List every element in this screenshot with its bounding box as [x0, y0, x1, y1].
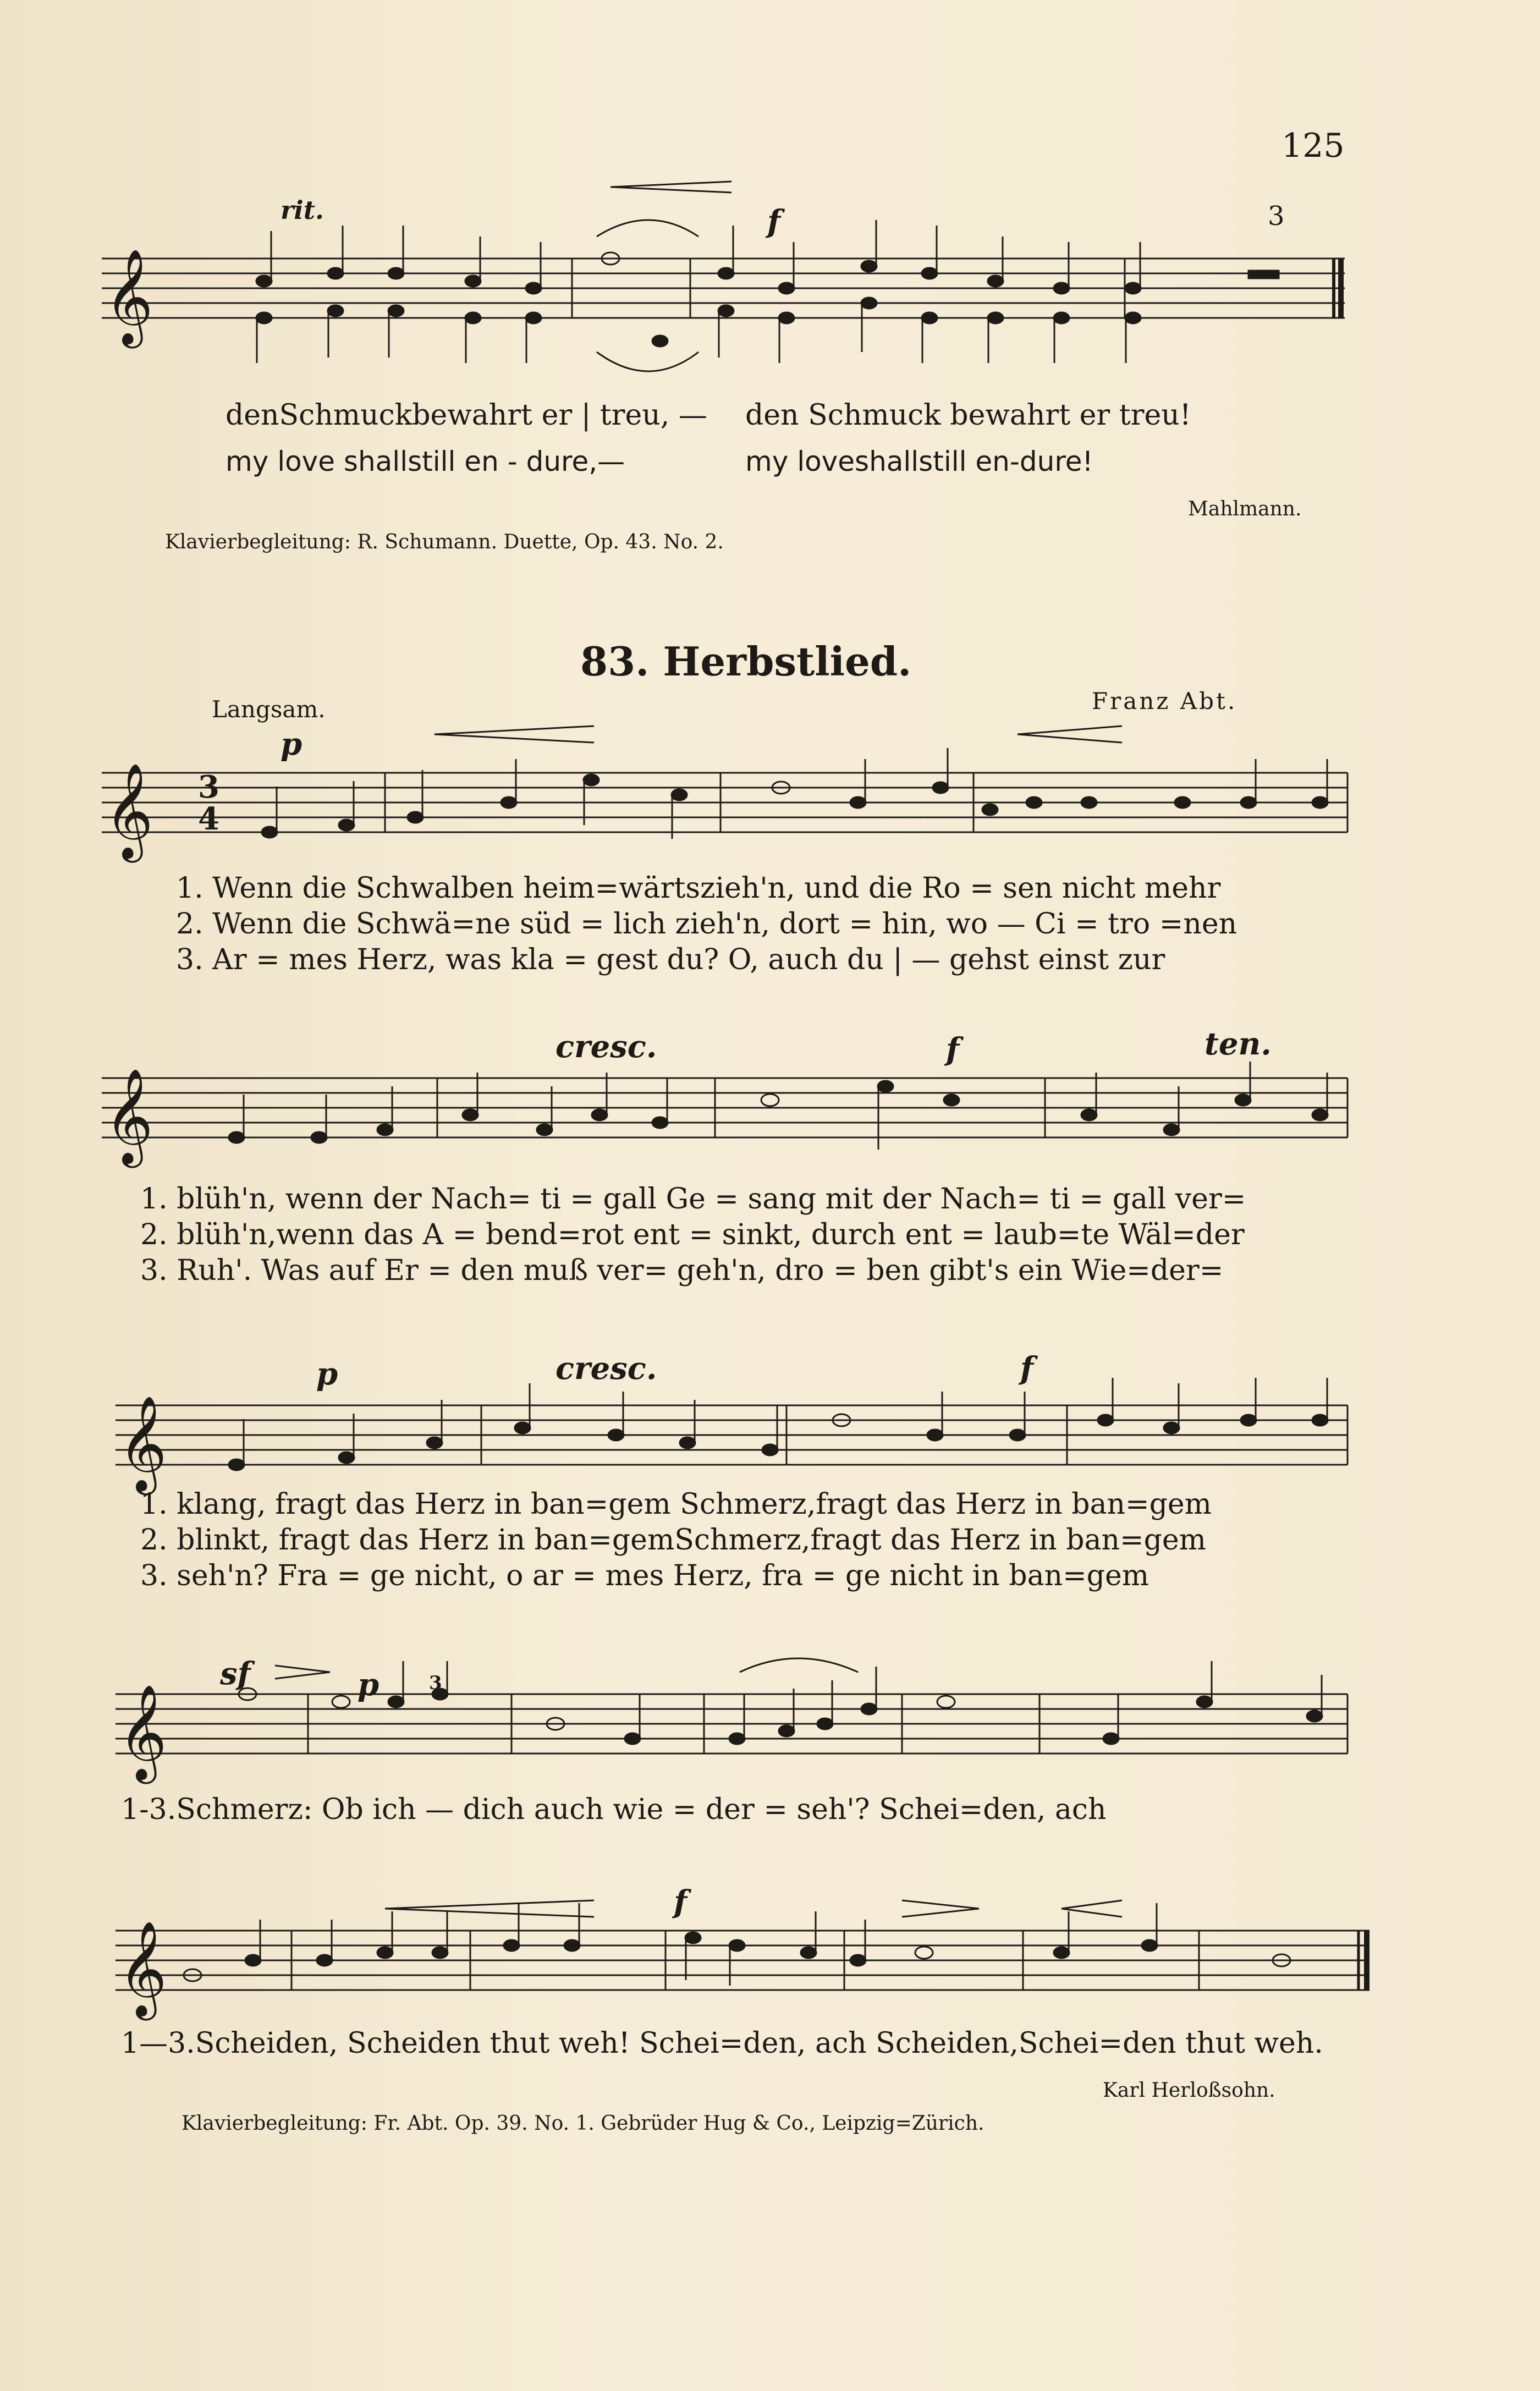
lyric-de-1: denSchmuckbewahrt er | treu, — — [226, 399, 707, 432]
notes-staff-4 — [239, 1661, 1322, 1744]
sforzando-marking: sf — [220, 1656, 251, 1692]
lyric-de-2: den Schmuck bewahrt er treu! — [745, 399, 1191, 432]
verse-1 — [176, 872, 1220, 905]
rit-marking: rit. — [280, 195, 324, 225]
accompaniment-credit: Klavierbegleitung: R. Schumann. Duette, Op. 43. No. 2. — [165, 531, 724, 553]
verse-text: seh'n? Fra = ge nicht, o ar = mes Herz, fra = ge nicht in ban=gem — [177, 1559, 1150, 1592]
tempo-marking: Langsam. — [212, 696, 326, 723]
verse-1 — [140, 1488, 1212, 1521]
refrain-lyric: 1-3.Schmerz: Ob ich — dich auch wie = der = seh'? Schei=den, ach — [121, 1793, 1107, 1826]
final-lyric: 1—3.Scheiden, Scheiden thut weh! Schei=den, ach Scheiden,Schei=den thut weh. — [121, 2027, 1323, 2060]
cresc-marking: cresc. — [556, 1029, 657, 1065]
piano-marking: p — [316, 1356, 338, 1392]
treble-clef-icon: 𝄞 — [105, 249, 153, 344]
verse-number: 3. — [140, 1559, 168, 1592]
song-name: Herbstlied. — [663, 638, 912, 685]
treble-clef-icon: 𝄞 — [118, 1684, 167, 1780]
forte-marking: f — [674, 1884, 688, 1920]
staff-2 — [102, 1078, 1348, 1137]
verse-1 — [140, 1183, 1246, 1216]
poet-credit: Mahlmann. — [1188, 498, 1302, 520]
notes-staff-3 — [229, 1378, 1328, 1470]
verse-number: 1. — [140, 1488, 168, 1521]
verse-3 — [176, 943, 1165, 976]
forte-marking: f — [1020, 1350, 1034, 1387]
piano-marking: p — [358, 1667, 380, 1703]
staff-3 — [116, 1405, 1348, 1465]
verse-number: 2. — [176, 908, 204, 941]
verse-number: 2. — [140, 1524, 168, 1557]
treble-clef-icon: 𝄞 — [105, 763, 153, 859]
treble-clef-icon: 𝄞 — [105, 1068, 153, 1164]
time-sig-top: 3 — [198, 769, 219, 805]
page-number: 125 — [1282, 127, 1345, 165]
verse-2 — [140, 1218, 1245, 1251]
piano-marking: p — [280, 726, 302, 762]
notes-staff-1 — [262, 748, 1328, 839]
verse-number: 2. — [140, 1218, 168, 1251]
measure-number: 3 — [1268, 201, 1285, 232]
verse-text: Ruh'. Was auf Er = den muß ver= geh'n, dro = ben gibt's ein Wie=der= — [177, 1254, 1224, 1287]
notes-staff-2 — [229, 1062, 1328, 1150]
accompaniment-credit: Klavierbegleitung: Fr. Abt. Op. 39. No. 1. Gebrüder Hug & Co., Leipzig=Zürich. — [182, 2112, 985, 2135]
lyric-en-1: my love shallstill en - dure,— — [226, 446, 625, 477]
triplet-marking: 3 — [429, 1672, 442, 1694]
poet-credit: Karl Herloßsohn. — [1103, 2079, 1275, 2102]
verse-3 — [140, 1559, 1149, 1592]
treble-clef-icon: 𝄞 — [118, 1921, 167, 2016]
forte-marking: f — [946, 1031, 960, 1068]
cresc-marking: cresc. — [556, 1350, 657, 1387]
verse-text: Ar = mes Herz, was kla = gest du? O, auch du | — gehst einst zur — [212, 943, 1165, 976]
verse-number: 3. — [176, 943, 204, 976]
composer-credit: Franz Abt. — [1092, 688, 1238, 714]
tenuto-marking: ten. — [1204, 1026, 1272, 1062]
verse-number: 1. — [140, 1183, 168, 1216]
verse-text: blinkt, fragt das Herz in ban=gemSchmerz,fragt das Herz in ban=gem — [177, 1524, 1206, 1557]
forte-marking: f — [767, 204, 781, 240]
verse-number: 3. — [140, 1254, 168, 1287]
treble-clef-icon: 𝄞 — [118, 1395, 167, 1491]
verse-3 — [140, 1254, 1223, 1287]
verse-number: 1. — [176, 872, 204, 905]
verse-text: klang, fragt das Herz in ban=gem Schmerz,fragt das Herz in ban=gem — [177, 1488, 1212, 1521]
lyric-en-2: my loveshallstill en-dure! — [745, 446, 1093, 477]
verse-text: Wenn die Schwalben heim=wärtszieh'n, und die Ro = sen nicht mehr — [212, 872, 1221, 905]
song-title — [580, 638, 911, 685]
song-number: 83. — [580, 638, 650, 685]
verse-2 — [140, 1524, 1206, 1557]
verse-text: Wenn die Schwä=ne süd = lich zieh'n, dort = hin, wo — Ci = tro =nen — [212, 908, 1238, 941]
notes-staff-5 — [184, 1903, 1290, 1986]
verse-2 — [176, 908, 1237, 941]
verse-text: blüh'n, wenn der Nach= ti = gall Ge = sang mit der Nach= ti = gall ver= — [177, 1183, 1246, 1216]
verse-text: blüh'n,wenn das A = bend=rot ent = sinkt, durch ent = laub=te Wäl=der — [177, 1218, 1245, 1251]
time-sig-bottom: 4 — [198, 801, 219, 837]
